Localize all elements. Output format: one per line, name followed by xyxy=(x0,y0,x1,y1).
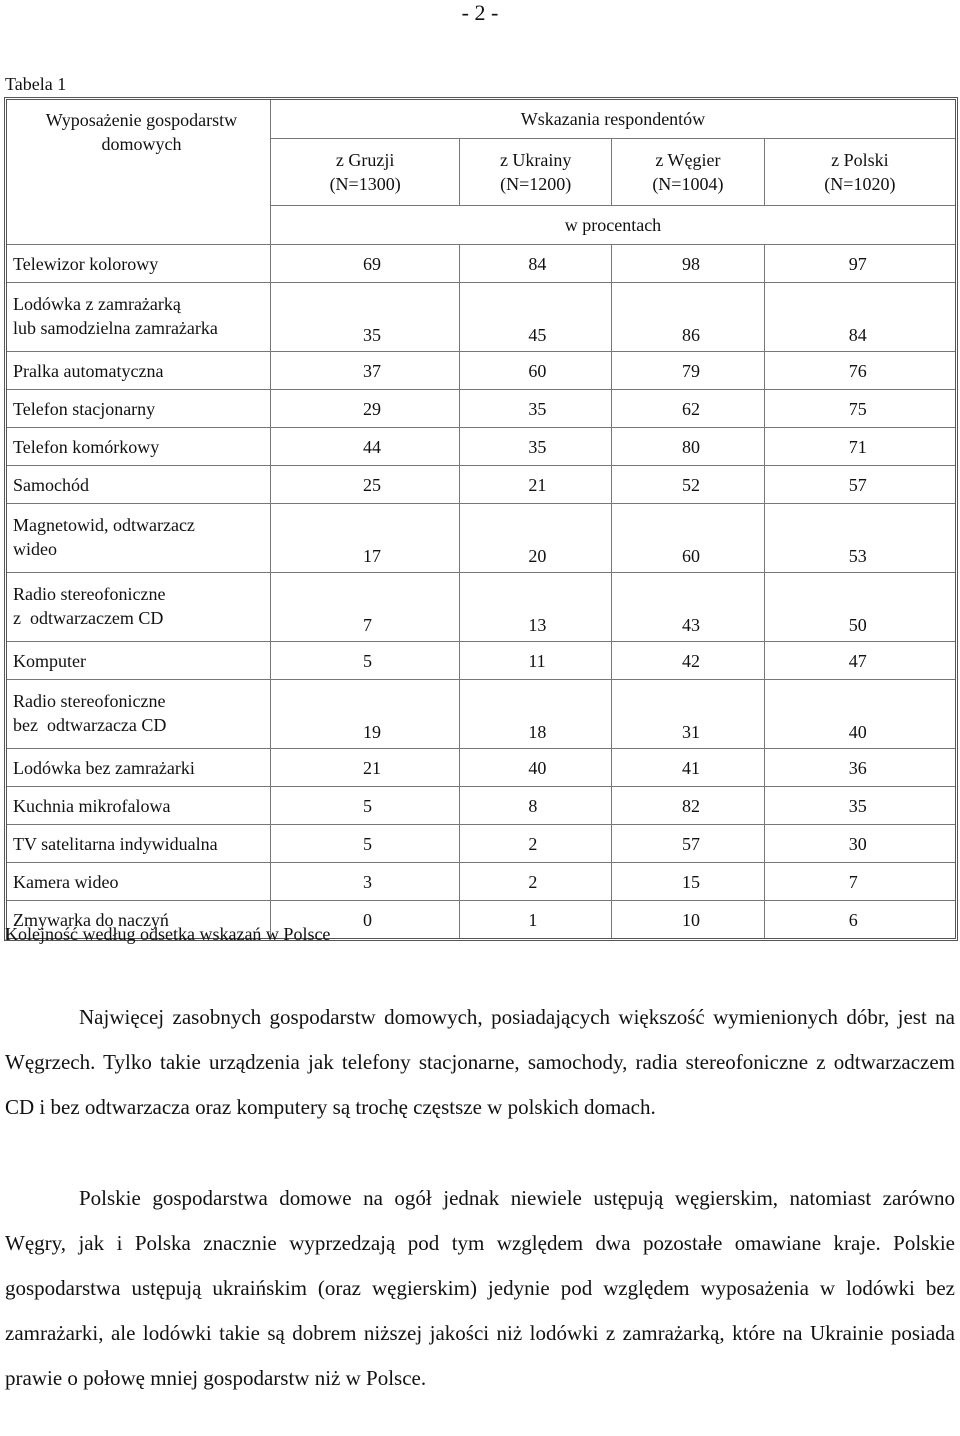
value-cell: 25 xyxy=(270,466,459,504)
value-cell: 98 xyxy=(612,245,765,283)
value-cell: 35 xyxy=(270,283,459,352)
table-row xyxy=(7,390,955,428)
row-label: Samochód xyxy=(7,466,270,504)
table-row xyxy=(7,749,955,787)
row-label: Pralka automatyczna xyxy=(7,352,270,390)
value-cell: 37 xyxy=(270,352,459,390)
row-label: Lodówka z zamrażarką lub samodzielna zamrażarka xyxy=(7,283,270,352)
table-row xyxy=(7,428,955,466)
value-cell: 2 xyxy=(460,863,612,901)
value-cell: 75 xyxy=(764,390,955,428)
value-cell: 86 xyxy=(612,283,765,352)
value-cell: 44 xyxy=(270,428,459,466)
value-cell: 20 xyxy=(460,504,612,573)
value-cell: 5 xyxy=(270,825,459,863)
table-row xyxy=(7,245,955,283)
column-header-poland: z Polski (N=1020) xyxy=(764,139,955,206)
value-cell: 21 xyxy=(270,749,459,787)
value-cell: 97 xyxy=(764,245,955,283)
value-cell: 62 xyxy=(612,390,765,428)
value-cell: 31 xyxy=(612,680,765,749)
row-label: Radio stereofoniczne bez odtwarzacza CD xyxy=(7,680,270,749)
value-cell: 41 xyxy=(612,749,765,787)
value-cell: 84 xyxy=(460,245,612,283)
row-label: Radio stereofoniczne z odtwarzaczem CD xyxy=(7,573,270,642)
value-cell: 5 xyxy=(270,787,459,825)
value-cell: 40 xyxy=(460,749,612,787)
value-cell: 10 xyxy=(612,901,765,939)
value-cell: 2 xyxy=(460,825,612,863)
row-label-header xyxy=(7,100,270,245)
value-cell: 8 xyxy=(460,787,612,825)
value-cell: 13 xyxy=(460,573,612,642)
unit-header: w procentach xyxy=(270,206,955,245)
value-cell: 47 xyxy=(764,642,955,680)
paragraph-2: Polskie gospodarstwa domowe na ogół jednak niewiele ustępują węgierskim, natomiast zarówno Węgry, jak i Polska znacznie wyprzedzają pod tym względem dwa pozostałe omawiane kraje. Polskie gospodarstwa ustępują ukraińskim (oraz węgierskim) jedynie pod względem wyposażenia w lodówki bez zamrażarki, ale lodówki takie są dobrem niższej jakości niż lodówki z zamrażarką, które na Ukrainie posiada prawie o połowę mniej gospodarstw niż w Polsce. xyxy=(5,1186,955,1390)
value-cell: 17 xyxy=(270,504,459,573)
value-cell: 35 xyxy=(460,428,612,466)
table-row xyxy=(7,504,955,573)
column-header-georgia: z Gruzji (N=1300) xyxy=(270,139,459,206)
row-label: Telewizor kolorowy xyxy=(7,245,270,283)
row-label-header-text: Wyposażenie gospodarstw domowych xyxy=(45,110,238,154)
value-cell: 1 xyxy=(460,901,612,939)
value-cell: 7 xyxy=(764,863,955,901)
value-cell: 60 xyxy=(612,504,765,573)
row-label: Kamera wideo xyxy=(7,863,270,901)
value-cell: 82 xyxy=(612,787,765,825)
row-label: Kuchnia mikrofalowa xyxy=(7,787,270,825)
row-label: Telefon komórkowy xyxy=(7,428,270,466)
value-cell: 76 xyxy=(764,352,955,390)
value-cell: 30 xyxy=(764,825,955,863)
table-row xyxy=(7,352,955,390)
value-cell: 15 xyxy=(612,863,765,901)
value-cell: 5 xyxy=(270,642,459,680)
column-header-hungary: z Węgier (N=1004) xyxy=(612,139,765,206)
value-cell: 3 xyxy=(270,863,459,901)
row-label: TV satelitarna indywidualna xyxy=(7,825,270,863)
table-row xyxy=(7,863,955,901)
value-cell: 0 xyxy=(270,901,459,939)
value-cell: 53 xyxy=(764,504,955,573)
table-row xyxy=(7,466,955,504)
value-cell: 52 xyxy=(612,466,765,504)
value-cell: 19 xyxy=(270,680,459,749)
paragraph-1: Najwięcej zasobnych gospodarstw domowych, posiadających większość wymienionych dóbr, jest na Węgrzech. Tylko takie urządzenia jak telefony stacjonarne, samochody, radia stereofoniczne z odtwarzaczem CD i bez odtwarzacza oraz komputery są trochę częstsze w polskich domach. xyxy=(5,1005,955,1119)
value-cell: 43 xyxy=(612,573,765,642)
value-cell: 11 xyxy=(460,642,612,680)
table-row xyxy=(7,573,955,642)
value-cell: 50 xyxy=(764,573,955,642)
value-cell: 6 xyxy=(764,901,955,939)
value-cell: 35 xyxy=(764,787,955,825)
column-header-ukraine: z Ukrainy (N=1200) xyxy=(460,139,612,206)
household-equipment-table xyxy=(4,97,958,941)
value-cell: 57 xyxy=(764,466,955,504)
value-cell: 69 xyxy=(270,245,459,283)
table-note: Kolejność według odsetka wskazań w Polsce xyxy=(5,924,331,944)
group-header: Wskazania respondentów xyxy=(270,100,955,139)
value-cell: 80 xyxy=(612,428,765,466)
row-label: Telefon stacjonarny xyxy=(7,390,270,428)
row-label: Lodówka bez zamrażarki xyxy=(7,749,270,787)
value-cell: 40 xyxy=(764,680,955,749)
value-cell: 21 xyxy=(460,466,612,504)
table-title: Tabela 1 xyxy=(5,74,67,94)
row-label: Magnetowid, odtwarzacz wideo xyxy=(7,504,270,573)
table-row xyxy=(7,642,955,680)
value-cell: 29 xyxy=(270,390,459,428)
table-row xyxy=(7,283,955,352)
value-cell: 36 xyxy=(764,749,955,787)
page-number: - 2 - xyxy=(461,0,499,25)
row-label: Komputer xyxy=(7,642,270,680)
value-cell: 45 xyxy=(460,283,612,352)
value-cell: 18 xyxy=(460,680,612,749)
table-row xyxy=(7,680,955,749)
value-cell: 7 xyxy=(270,573,459,642)
value-cell: 60 xyxy=(460,352,612,390)
value-cell: 35 xyxy=(460,390,612,428)
value-cell: 71 xyxy=(764,428,955,466)
value-cell: 42 xyxy=(612,642,765,680)
value-cell: 84 xyxy=(764,283,955,352)
value-cell: 57 xyxy=(612,825,765,863)
row-label: Zmywarka do naczyń xyxy=(7,901,270,939)
value-cell: 79 xyxy=(612,352,765,390)
table-row xyxy=(7,787,955,825)
table-row xyxy=(7,825,955,863)
